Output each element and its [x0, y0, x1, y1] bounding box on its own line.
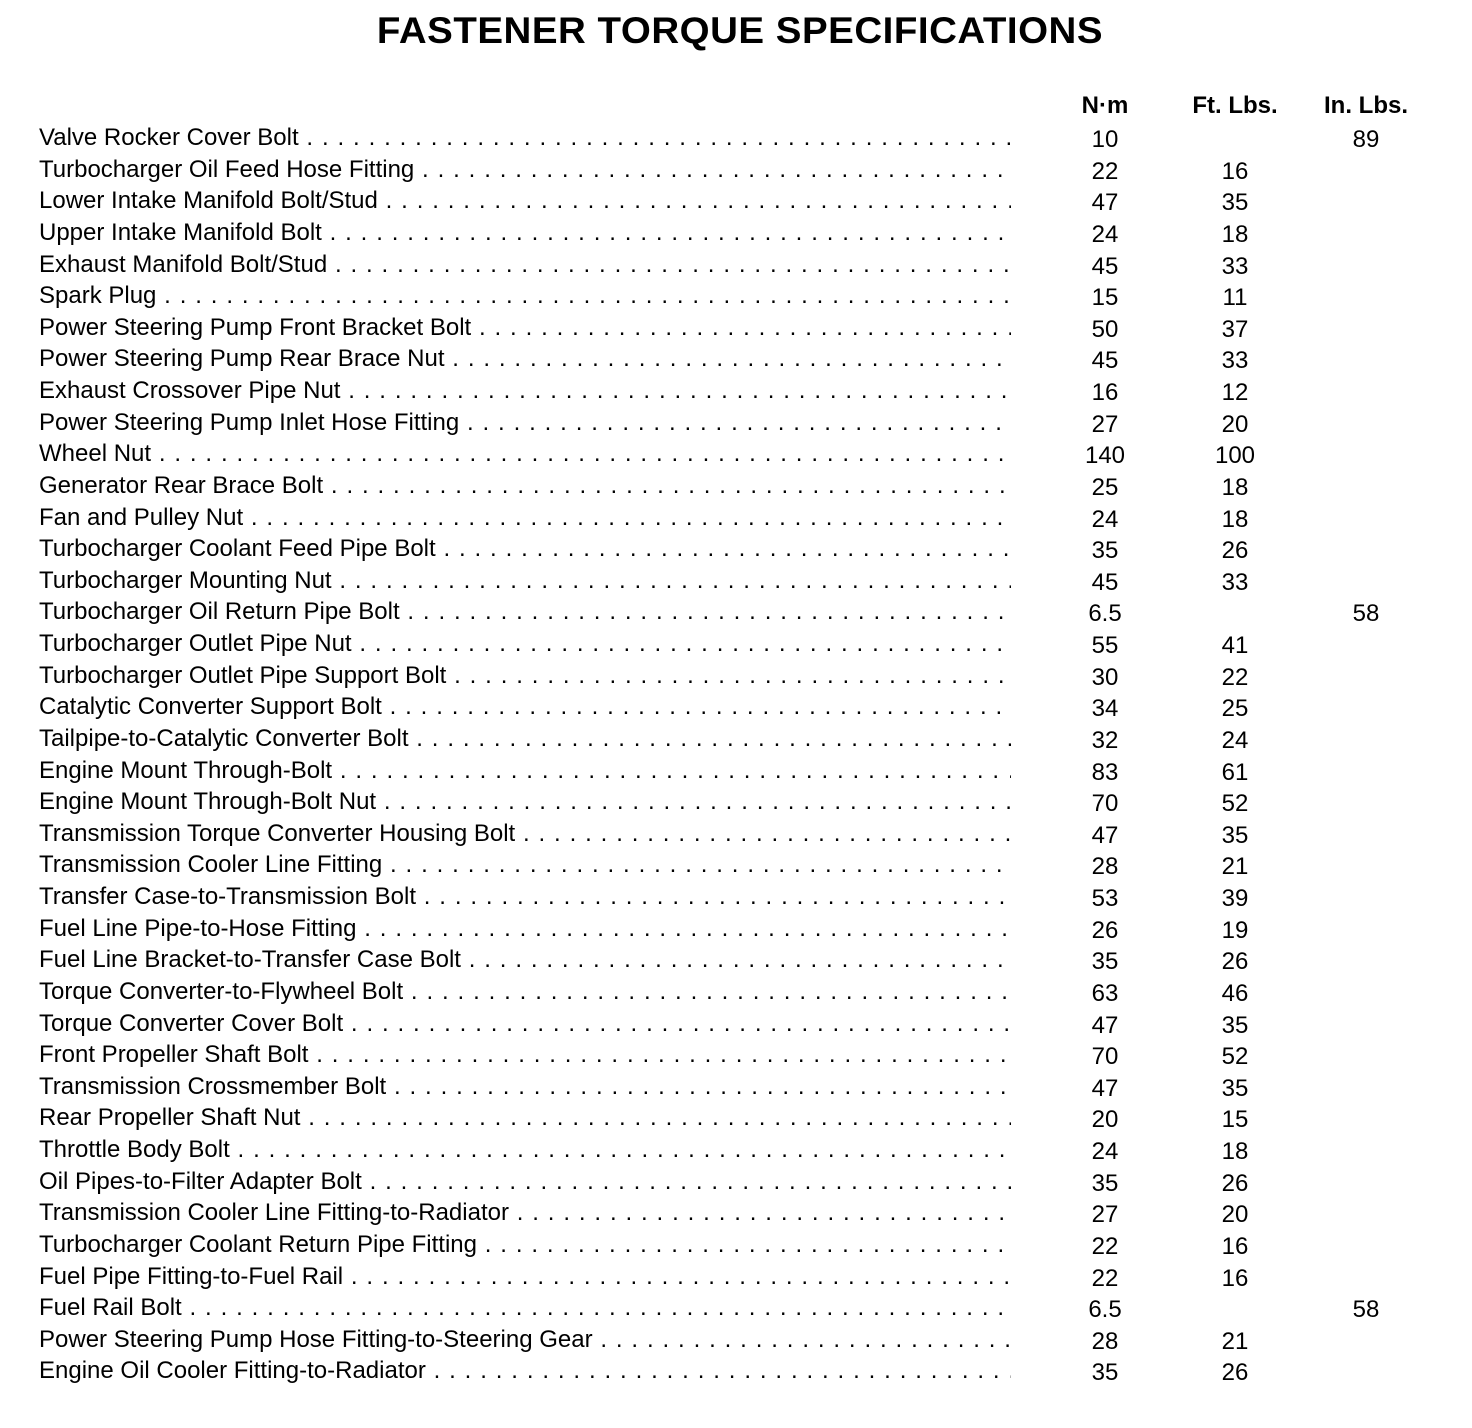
fastener-name: Generator Rear Brace Bolt . . . — [39, 470, 1011, 501]
value-ft-lbs: 22 — [1221, 663, 1249, 691]
fastener-name: Turbocharger Oil Return Pipe Bolt . . . — [39, 596, 1011, 627]
value-ft-lbs: 33 — [1221, 568, 1249, 596]
table-row — [0, 881, 1472, 913]
value-nm: 47 — [1091, 821, 1119, 849]
column-header-in-lbs: In. Lbs. — [1324, 92, 1408, 119]
table-row — [0, 1008, 1472, 1040]
value-ft-lbs: 18 — [1221, 220, 1249, 248]
value-nm: 35 — [1091, 537, 1119, 565]
fastener-name: Catalytic Converter Support Bolt . . . — [39, 691, 1011, 722]
value-ft-lbs: 35 — [1221, 1011, 1249, 1039]
value-in-lbs: 58 — [1352, 600, 1380, 628]
fastener-name: Torque Converter Cover Bolt . . . — [39, 1008, 1011, 1039]
table-row — [0, 375, 1472, 407]
table-row — [0, 470, 1472, 502]
table-row — [0, 849, 1472, 881]
value-ft-lbs: 24 — [1221, 726, 1249, 754]
fastener-name: Transmission Crossmember Bolt . . . — [39, 1071, 1011, 1102]
value-nm: 35 — [1091, 948, 1119, 976]
fastener-name: Rear Propeller Shaft Nut . . . — [39, 1102, 1011, 1133]
value-nm: 47 — [1091, 1074, 1119, 1102]
value-nm: 47 — [1091, 1011, 1119, 1039]
value-nm: 10 — [1091, 126, 1119, 153]
fastener-name: Fuel Line Pipe-to-Hose Fitting . . . — [39, 913, 1011, 944]
fastener-name: Turbocharger Outlet Pipe Nut . . . — [39, 628, 1011, 659]
value-ft-lbs: 35 — [1221, 1074, 1249, 1102]
table-row — [0, 818, 1472, 850]
value-nm: 25 — [1091, 473, 1119, 501]
value-ft-lbs: 46 — [1221, 979, 1249, 1007]
fastener-name: Wheel Nut . . . — [39, 438, 1011, 469]
value-in-lbs: 89 — [1352, 126, 1380, 153]
value-ft-lbs: 26 — [1221, 537, 1249, 565]
value-ft-lbs: 20 — [1221, 1201, 1249, 1229]
value-ft-lbs: 39 — [1221, 885, 1249, 912]
value-nm: 27 — [1091, 1201, 1119, 1229]
fastener-name: Turbocharger Coolant Return Pipe Fitting . . . — [39, 1229, 1011, 1260]
fastener-name: Power Steering Pump Hose Fitting-to-Steering Gear . . . — [39, 1324, 1011, 1355]
value-in-lbs: 58 — [1352, 1296, 1380, 1324]
value-ft-lbs: 26 — [1221, 948, 1249, 976]
value-ft-lbs: 20 — [1221, 410, 1249, 438]
fastener-name: Transmission Torque Converter Housing Bolt . . . — [39, 818, 1011, 849]
value-ft-lbs: 52 — [1221, 1043, 1249, 1071]
page-title: FASTENER TORQUE SPECIFICATIONS — [376, 10, 1104, 51]
table-row — [0, 407, 1472, 439]
value-ft-lbs: 16 — [1221, 157, 1249, 185]
torque-spec-table — [0, 122, 1472, 1387]
value-nm: 32 — [1091, 726, 1119, 754]
table-row — [0, 691, 1472, 723]
table-row — [0, 1324, 1472, 1356]
table-row — [0, 944, 1472, 976]
value-nm: 53 — [1091, 885, 1119, 912]
value-nm: 63 — [1091, 979, 1119, 1007]
value-ft-lbs: 21 — [1221, 853, 1249, 881]
table-row — [0, 1292, 1472, 1324]
value-nm: 140 — [1084, 442, 1126, 470]
table-row — [0, 723, 1472, 755]
fastener-name: Engine Mount Through-Bolt . . . — [39, 755, 1011, 786]
value-ft-lbs: 21 — [1221, 1327, 1249, 1355]
fastener-name: Exhaust Crossover Pipe Nut . . . — [39, 375, 1011, 406]
value-nm: 28 — [1091, 1327, 1119, 1355]
fastener-name: Engine Mount Through-Bolt Nut . . . — [39, 786, 1011, 817]
column-header-nm: N·m — [1081, 92, 1129, 119]
value-nm: 24 — [1091, 505, 1119, 533]
value-ft-lbs: 25 — [1221, 695, 1249, 723]
value-nm: 47 — [1091, 189, 1119, 217]
value-ft-lbs: 61 — [1221, 758, 1249, 786]
value-nm: 30 — [1091, 663, 1119, 691]
fastener-name: Turbocharger Oil Feed Hose Fitting . . . — [39, 154, 1011, 185]
table-row — [0, 280, 1472, 312]
fastener-name: Transfer Case-to-Transmission Bolt . . . — [39, 881, 1011, 912]
table-row — [0, 1039, 1472, 1071]
fastener-name: Oil Pipes-to-Filter Adapter Bolt . . . — [39, 1166, 1011, 1197]
fastener-name: Front Propeller Shaft Bolt . . . — [39, 1039, 1011, 1070]
value-nm: 6.5 — [1088, 1296, 1122, 1324]
value-nm: 34 — [1091, 695, 1119, 723]
table-row — [0, 565, 1472, 597]
fastener-name: Power Steering Pump Front Bracket Bolt . . . — [39, 312, 1011, 343]
value-nm: 45 — [1091, 568, 1119, 596]
table-row — [0, 1102, 1472, 1134]
value-nm: 50 — [1091, 315, 1119, 343]
table-row — [0, 154, 1472, 186]
value-nm: 45 — [1091, 252, 1119, 280]
value-nm: 16 — [1091, 379, 1119, 406]
value-ft-lbs: 18 — [1221, 1138, 1249, 1165]
value-nm: 24 — [1091, 1138, 1119, 1165]
table-row — [0, 343, 1472, 375]
table-row — [0, 502, 1472, 534]
table-row — [0, 217, 1472, 249]
fastener-name: Turbocharger Mounting Nut . . . — [39, 565, 1011, 596]
table-row — [0, 596, 1472, 628]
value-ft-lbs: 41 — [1221, 632, 1249, 659]
value-ft-lbs: 35 — [1221, 821, 1249, 849]
table-row — [0, 1134, 1472, 1166]
table-row — [0, 1355, 1472, 1387]
value-nm: 20 — [1091, 1106, 1119, 1134]
fastener-name: Fuel Pipe Fitting-to-Fuel Rail . . . — [39, 1261, 1011, 1292]
fastener-name: Tailpipe-to-Catalytic Converter Bolt . . . — [39, 723, 1011, 754]
value-ft-lbs: 15 — [1221, 1106, 1249, 1134]
fastener-name: Turbocharger Outlet Pipe Support Bolt . . . — [39, 660, 1011, 691]
value-nm: 6.5 — [1088, 600, 1122, 628]
table-row — [0, 1197, 1472, 1229]
table-row — [0, 312, 1472, 344]
value-nm: 35 — [1091, 1359, 1119, 1387]
value-nm: 45 — [1091, 347, 1119, 375]
value-nm: 26 — [1091, 916, 1119, 944]
table-row — [0, 438, 1472, 470]
fastener-name: Lower Intake Manifold Bolt/Stud . . . — [39, 185, 1011, 216]
value-nm: 55 — [1091, 632, 1119, 659]
table-row — [0, 913, 1472, 945]
value-ft-lbs: 52 — [1221, 790, 1249, 818]
table-row — [0, 1071, 1472, 1103]
fastener-name: Throttle Body Bolt . . . — [39, 1134, 1011, 1165]
table-row — [0, 628, 1472, 660]
value-ft-lbs: 16 — [1221, 1232, 1249, 1260]
table-row — [0, 755, 1472, 787]
table-row — [0, 1261, 1472, 1293]
fastener-name: Power Steering Pump Inlet Hose Fitting . . . — [39, 407, 1011, 438]
table-row — [0, 1166, 1472, 1198]
fastener-name: Valve Rocker Cover Bolt . . . — [39, 122, 1011, 153]
fastener-name: Transmission Cooler Line Fitting . . . — [39, 849, 1011, 880]
fastener-name: Transmission Cooler Line Fitting-to-Radiator . . . — [39, 1197, 1011, 1228]
table-row — [0, 976, 1472, 1008]
value-ft-lbs: 12 — [1221, 379, 1249, 406]
value-ft-lbs: 26 — [1221, 1169, 1249, 1197]
value-nm: 27 — [1091, 410, 1119, 438]
value-ft-lbs: 33 — [1221, 252, 1249, 280]
value-ft-lbs: 100 — [1214, 442, 1256, 470]
fastener-name: Fan and Pulley Nut . . . — [39, 502, 1011, 533]
table-row — [0, 122, 1472, 154]
value-ft-lbs: 18 — [1221, 505, 1249, 533]
fastener-name: Turbocharger Coolant Feed Pipe Bolt . . . — [39, 533, 1011, 564]
fastener-name: Spark Plug . . . — [39, 280, 1011, 311]
value-nm: 83 — [1091, 758, 1119, 786]
value-ft-lbs: 16 — [1221, 1264, 1249, 1292]
fastener-name: Fuel Rail Bolt . . . — [39, 1292, 1011, 1323]
value-ft-lbs: 33 — [1221, 347, 1249, 375]
table-row — [0, 1229, 1472, 1261]
fastener-name: Engine Oil Cooler Fitting-to-Radiator . . . — [39, 1355, 1011, 1386]
fastener-name: Power Steering Pump Rear Brace Nut . . . — [39, 343, 1011, 374]
column-header-ft-lbs: Ft. Lbs. — [1192, 92, 1278, 119]
value-nm: 22 — [1091, 1232, 1119, 1260]
value-ft-lbs: 26 — [1221, 1359, 1249, 1387]
value-nm: 24 — [1091, 220, 1119, 248]
table-row — [0, 786, 1472, 818]
value-nm: 15 — [1091, 284, 1119, 312]
value-nm: 22 — [1091, 157, 1119, 185]
value-nm: 22 — [1091, 1264, 1119, 1292]
table-row — [0, 660, 1472, 692]
value-nm: 70 — [1091, 790, 1119, 818]
value-nm: 28 — [1091, 853, 1119, 881]
table-row — [0, 533, 1472, 565]
value-nm: 70 — [1091, 1043, 1119, 1071]
table-row — [0, 185, 1472, 217]
fastener-name: Fuel Line Bracket-to-Transfer Case Bolt . . . — [39, 944, 1011, 975]
value-ft-lbs: 35 — [1221, 189, 1249, 217]
value-ft-lbs: 18 — [1221, 473, 1249, 501]
value-ft-lbs: 19 — [1221, 916, 1249, 944]
value-ft-lbs: 11 — [1222, 284, 1248, 312]
table-row — [0, 249, 1472, 281]
fastener-name: Torque Converter-to-Flywheel Bolt . . . — [39, 976, 1011, 1007]
fastener-name: Upper Intake Manifold Bolt . . . — [39, 217, 1011, 248]
value-ft-lbs: 37 — [1221, 315, 1249, 343]
fastener-name: Exhaust Manifold Bolt/Stud . . . — [39, 249, 1011, 280]
value-nm: 35 — [1091, 1169, 1119, 1197]
